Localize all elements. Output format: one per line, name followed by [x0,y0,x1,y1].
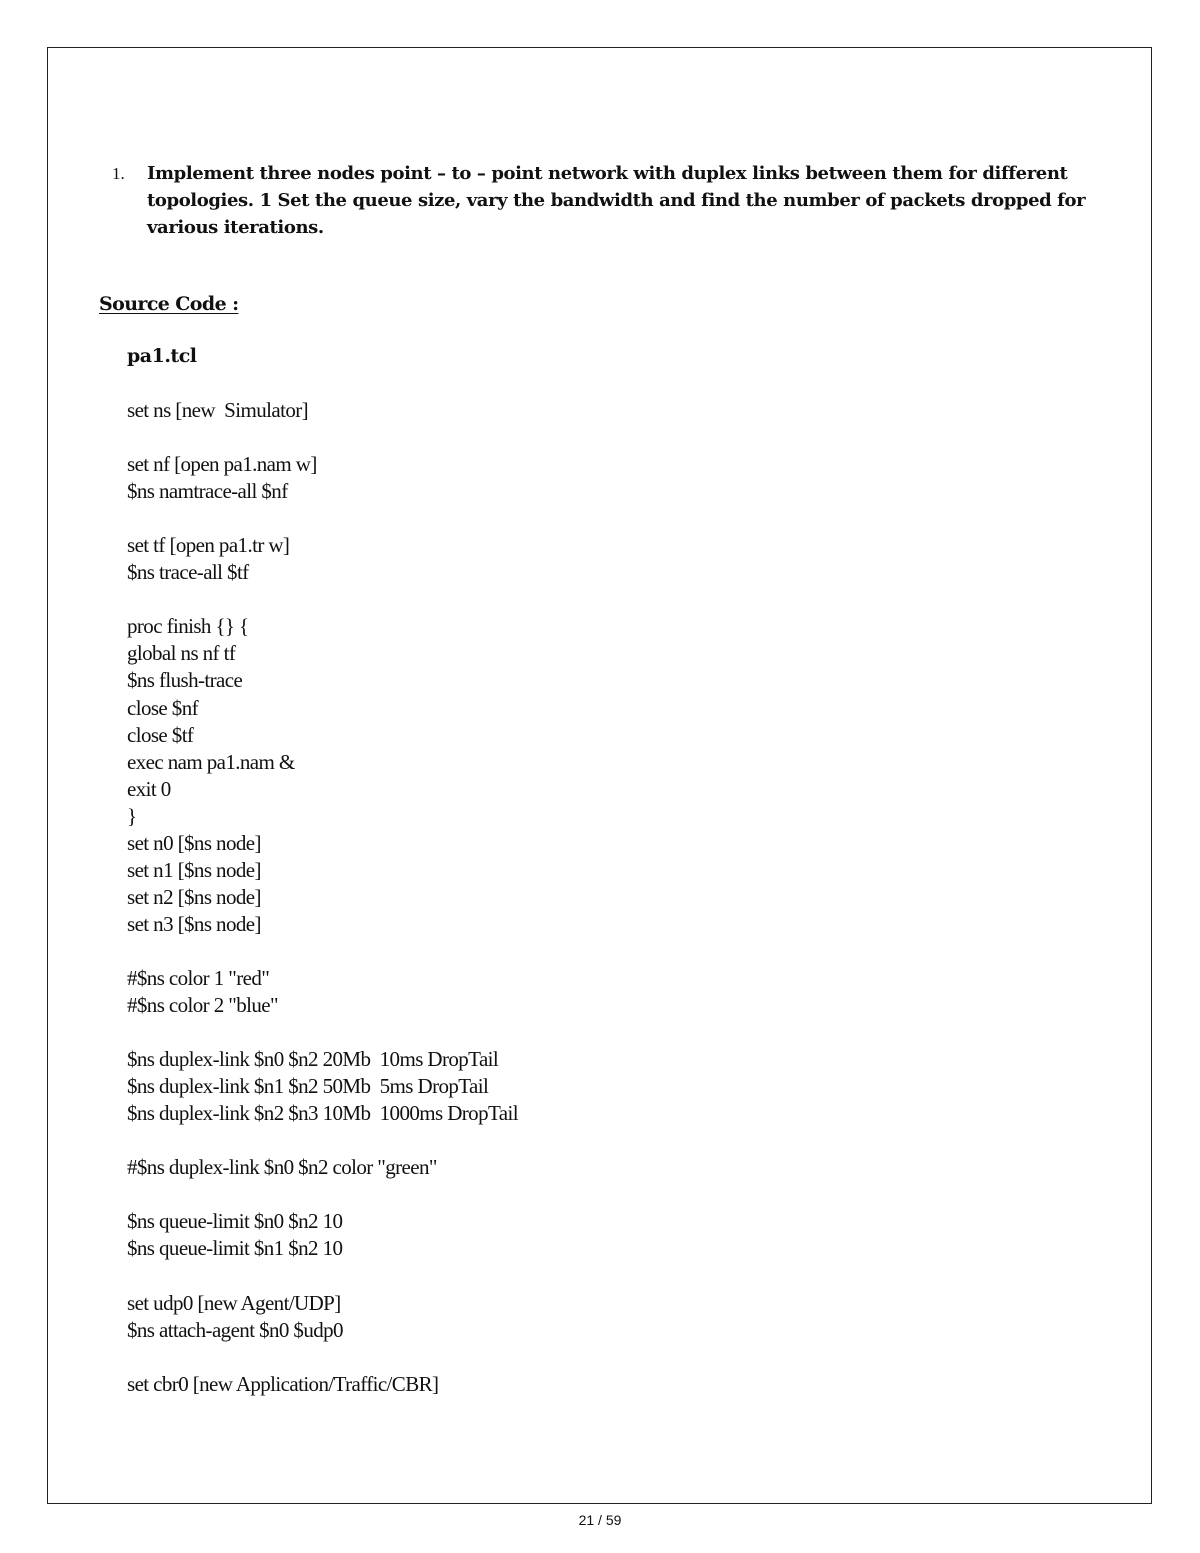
code-line: set cbr0 [new Application/Traffic/CBR] [127,1371,439,1396]
code-line: #$ns color 2 "blue" [127,993,278,1018]
code-line: } [127,803,137,828]
code-line: $ns duplex-link $n2 $n3 10Mb 1000ms DropTail [127,1101,518,1126]
code-line: set n2 [$ns node] [127,884,261,909]
code-line: #$ns duplex-link $n0 $n2 color "green" [127,1155,437,1180]
code-line: $ns namtrace-all $nf [127,479,288,504]
source-code-heading: Source Code : [99,293,239,315]
code-line: set ns [new Simulator] [127,398,309,422]
code-line: $ns duplex-link $n0 $n2 20Mb 10ms DropTail [127,1047,499,1072]
code-line: $ns flush-trace [127,668,243,693]
code-line: set n1 [$ns node] [127,857,261,882]
code-line: proc finish {} { [127,614,249,639]
code-line: close $nf [127,695,198,720]
code-line: close $tf [127,722,194,747]
code-line: $ns queue-limit $n1 $n2 10 [127,1236,343,1261]
code-line [127,424,518,451]
code-line: set n3 [$ns node] [127,911,261,936]
code-line [127,505,518,532]
code-line [127,1263,518,1290]
page-number: 21 / 59 [578,1512,622,1528]
code-line [127,586,518,613]
code-line: set n0 [$ns node] [127,830,261,855]
code-line: exit 0 [127,776,171,801]
code-line [127,1019,518,1046]
code-line: $ns queue-limit $n0 $n2 10 [127,1209,343,1234]
code-line [127,1127,518,1154]
code-line: global ns nf tf [127,641,236,666]
code-line: set nf [open pa1.nam w] [127,452,317,477]
code-line: $ns attach-agent $n0 $udp0 [127,1317,343,1342]
code-line: $ns trace-all $tf [127,560,249,585]
code-line [127,1344,518,1371]
code-line: #$ns color 1 "red" [127,965,270,990]
code-block [127,397,518,1398]
code-line [127,1181,518,1208]
code-line: $ns duplex-link $n1 $n2 50Mb 5ms DropTail [127,1074,489,1099]
code-line [127,938,518,965]
code-line: exec nam pa1.nam & [127,749,295,774]
code-line: set udp0 [new Agent/UDP] [127,1290,341,1315]
code-line: set tf [open pa1.tr w] [127,533,290,558]
question-text: Implement three nodes point – to – point network with duplex links between them for different topologies. 1 Set the queue size, vary the bandwidth and find the number of packets dropped for various iterations. [147,163,1086,238]
file-name: pa1.tcl [127,345,197,367]
question-number: 1. [112,164,125,183]
